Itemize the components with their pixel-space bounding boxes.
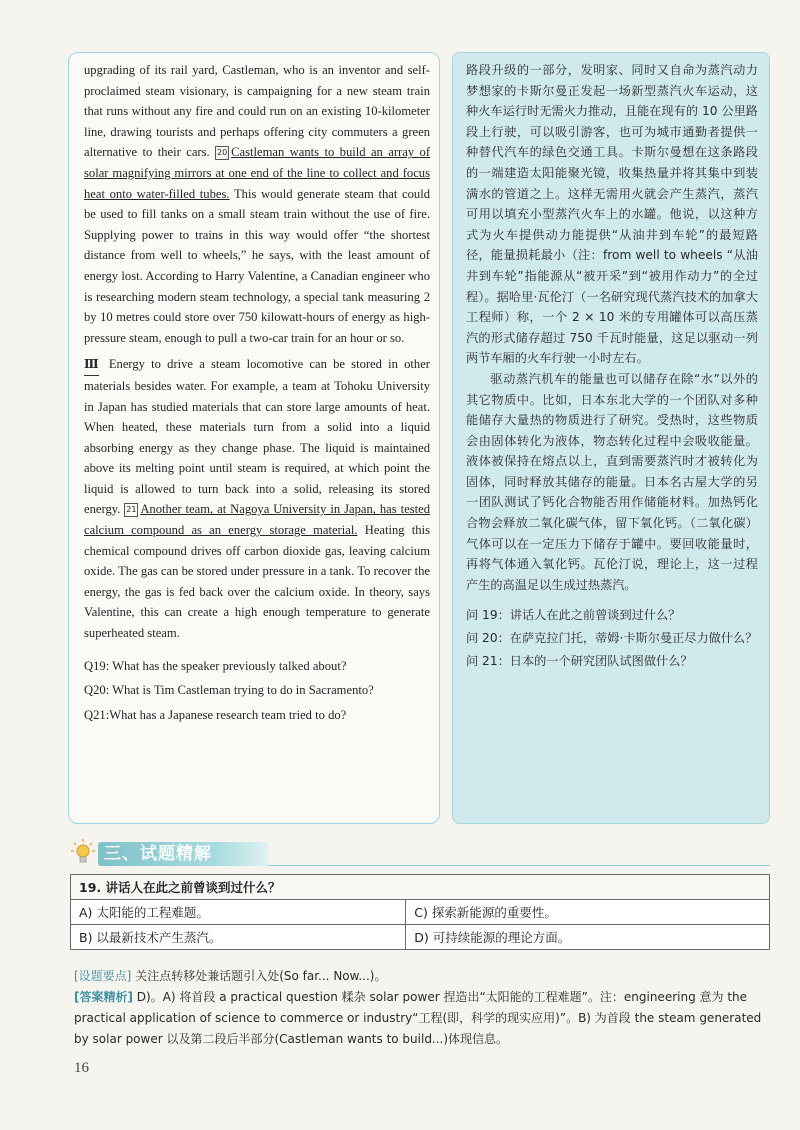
answer-analysis-label: [答案精析] bbox=[74, 990, 133, 1004]
chinese-question-21: 问 21：日本的一个研究团队试图做什么？ bbox=[466, 653, 693, 668]
option-a: A) 太阳能的工程难题。 bbox=[71, 900, 406, 925]
chinese-paragraph-1: 路段升级的一部分，发明家、同时又自命为蒸汽动力梦想家的卡斯尔曼正发起一场新型蒸汽火车运动，这种火车运行时无需火力推动，且能在现有的 10 公里路段上行驶，可以吸引游客，也可为城市通勤者提供一种替代汽车的绿色交通工具。卡斯尔曼想在这条路段的一端建造太阳能聚光镜，收集热量并将其集中到装满水的管道之上。这样无需用火就会产生蒸汽，蒸汽可用以填充小型蒸汽火车上的水罐。他说，以这种方式为火车提供动力能提供“从油井到车轮”的最短路径，能量损耗最小（注：from well to wheels “从油井到车轮”指能源从“被开采”到“被用作动力”的全过程）。据哈里·瓦伦汀（一名研究现代蒸汽技术的加拿大工程师）称，一个 2 × 10 米的专用罐体可以高压蒸汽的形式储存超过 750 千瓦时能量，这足以驱动一列两节车厢的火车行驶一小时左右。 bbox=[466, 63, 758, 366]
chinese-question-20: 问 20：在萨克拉门托，蒂姆·卡斯尔曼正尽力做什么？ bbox=[466, 631, 758, 646]
question-20: Q20: What is Tim Castleman trying to do in Sacramento? bbox=[84, 683, 374, 698]
answer-options-table bbox=[70, 874, 770, 950]
key-point-label: [设题要点] bbox=[74, 969, 132, 983]
table-question: 19. 讲话人在此之前曾谈到过什么？ bbox=[71, 875, 770, 900]
section-divider bbox=[268, 865, 770, 866]
chinese-questions bbox=[466, 605, 758, 671]
option-b: B) 以最新技术产生蒸汽。 bbox=[71, 925, 406, 950]
question-marker-21: 21 bbox=[124, 503, 138, 517]
lightbulb-icon bbox=[70, 838, 96, 866]
section-marker-3: Ⅲ bbox=[84, 354, 99, 376]
chinese-paragraph-2: 驱动蒸汽机车的能量也可以储存在除“水”以外的其它物质中。比如，日本东北大学的一个团队对多种能储存大量热的物质进行了研究。受热时，这些物质会由固体转化为液体，物态转化过程中会吸收能量。液体被保持在熔点以上，直到需要蒸汽时才被转化为固体，同时释放其储存的能量。日本名古屋大学的另一团队测试了钙化合物能否用作储能材料。加热钙化合物会释放二氧化碳气体，留下氧化钙。（二氧化碳）气体可以在一定压力下储存于罐中。要回收能量时，再将气体通入氧化钙。瓦伦汀说，理论上，这一过程产生的高温足以生成过热蒸汽。 bbox=[466, 371, 758, 592]
question-marker-20: 20 bbox=[215, 146, 229, 160]
chinese-translation bbox=[466, 60, 758, 673]
key-sentence-20: Castleman wants to build an array of solar magnifying mirrors at one end of the line to collect and focus heat onto water-filled tubes. bbox=[84, 145, 431, 201]
chinese-question-19: 问 19：讲话人在此之前曾谈到过什么？ bbox=[466, 608, 681, 623]
page-number: 16 bbox=[74, 1060, 89, 1076]
key-sentence-21: Another team, at Nagoya University in Japan, has tested calcium compound as an energy storage material. bbox=[84, 502, 430, 538]
question-19: Q19: What has the speaker previously talked about? bbox=[84, 658, 347, 673]
option-d: D) 可持续能源的理论方面。 bbox=[406, 925, 770, 950]
explanation bbox=[74, 966, 774, 1050]
question-21: Q21:What has a Japanese research team tried to do? bbox=[84, 707, 347, 722]
key-point: [设题要点] 关注点转移处兼话题引入处(So far... Now...)。 bbox=[74, 969, 387, 983]
english-transcript bbox=[84, 60, 430, 729]
section-title: 三、试题精解 bbox=[104, 844, 212, 864]
english-questions bbox=[84, 656, 430, 726]
answer-analysis: [答案精析] D)。A) 将首段 a practical question 糅杂 solar power 捏造出“太阳能的工程难题”。注：engineering 意为 the practical application of science to commerce or industry“工程(即，科学的现实应用)”。B) 为首段 the steam generated by solar power 以及第二段后半部分(Castleman wants to build...)体现信息。 bbox=[74, 990, 762, 1046]
english-paragraph-2: Ⅲ Energy to drive a steam locomotive can be stored in other materials besides water. For example, a team at Tohoku University in Japan has studied materials that can store large amounts of heat. When heated, these materials turn from a solid into a liquid absorbing energy as they change phase. The liquid is maintained above its melting point until steam is required, at which point the liquid is allowed to turn back into a solid, releasing its stored energy. 21 Another team, at Nagoya University in Japan, has tested calcium compound as an energy storage material. Heating this chemical compound drives off carbon dioxide gas, leaving calcium oxide. The gas can be stored under pressure in a tank. To recover the energy, the gas is fed back over the calcium oxide. In theory, says Valentine, this can create a high enough temperature to generate superheated steam. bbox=[84, 354, 430, 643]
section-header bbox=[68, 838, 770, 868]
english-paragraph-1: upgrading of its rail yard, Castleman, who is an inventor and self-proclaimed steam visionary, is campaigning for a new steam train that runs without any fire and could run on an existing 10-kilometer line, drawing tourists and perhaps offering city commuters a green alternative to their cars. 20 Castleman wants to build an array of solar magnifying mirrors at one end of the line to collect and focus heat onto water-filled tubes. This would generate steam that could be used to fill tanks on a small steam train without the use of fire. Supplying power to trains in this way would offer “the shortest distance from well to wheels,” he says, with the least amount of energy lost. According to Harry Valentine, a Canadian engineer who is researching modern steam technology, a special tank measuring 2 by 10 metres could store over 750 kilowatt-hours of energy as high-pressure steam, enough to pull a two-car train for an hour or so. bbox=[84, 63, 431, 345]
option-c: C) 探索新能源的重要性。 bbox=[406, 900, 770, 925]
